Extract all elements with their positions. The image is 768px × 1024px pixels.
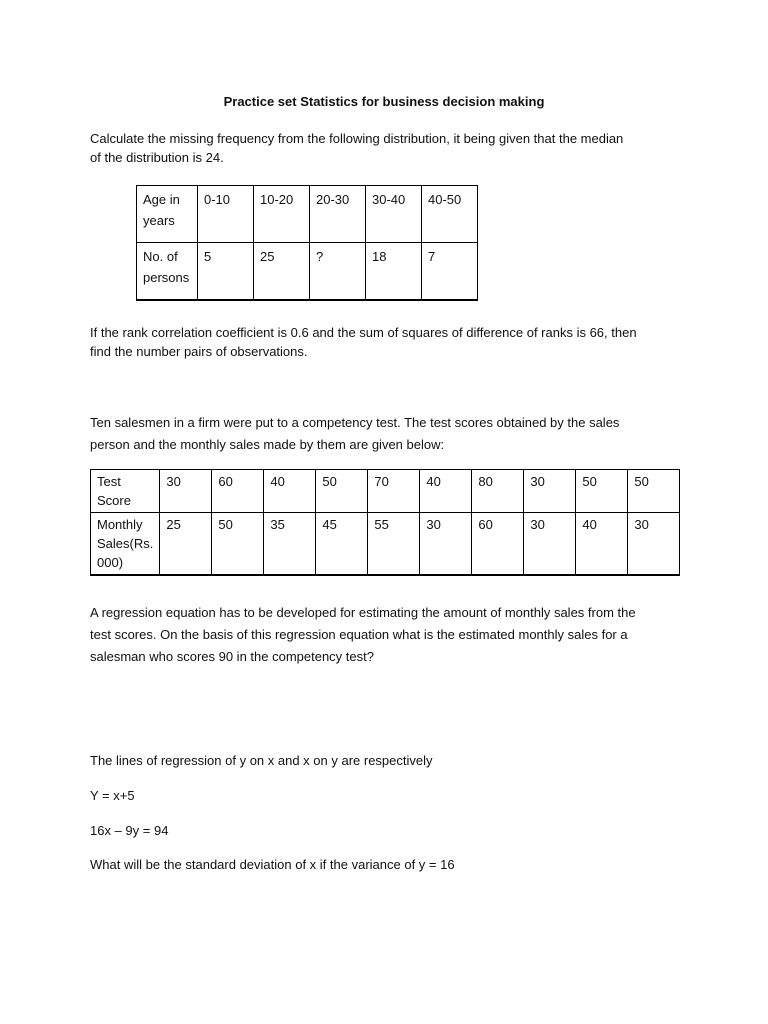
table-cell: ?: [310, 243, 366, 301]
table-cell: Test Score: [91, 470, 160, 513]
table-cell: 55: [368, 513, 420, 576]
q3-followup-text: [90, 602, 690, 668]
table-cell: 50: [628, 470, 680, 513]
table-cell: 60: [472, 513, 524, 576]
age-distribution-table: [136, 185, 478, 301]
table-cell: 40: [420, 470, 472, 513]
q4-line1: The lines of regression of y on x and x on y are respectively: [90, 753, 433, 768]
q1-line2: of the distribution is 24.: [90, 150, 224, 165]
table-cell: 30: [524, 513, 576, 576]
table-cell: 25: [254, 243, 310, 301]
table-cell: 35: [264, 513, 316, 576]
table-cell: 18: [366, 243, 422, 301]
sales-table: [90, 469, 680, 576]
table-cell: 45: [316, 513, 368, 576]
q3-line2: person and the monthly sales made by them are given below:: [90, 437, 445, 452]
table-cell: 30: [628, 513, 680, 576]
q1-line1: Calculate the missing frequency from the following distribution, it being given that the median: [90, 131, 624, 146]
q3-line1: Ten salesmen in a firm were put to a competency test. The test scores obtained by the sales: [90, 415, 620, 430]
q2-line1: If the rank correlation coefficient is 0.6 and the sum of squares of difference of ranks is 66, then: [90, 325, 637, 340]
table-cell: 40: [576, 513, 628, 576]
table-row: [91, 470, 680, 513]
table-row: [91, 513, 680, 576]
table-cell: 40: [264, 470, 316, 513]
q4-equation1: Y = x+5: [90, 788, 135, 803]
q3-after-line2: test scores. On the basis of this regression equation what is the estimated monthly sales for a: [90, 627, 628, 642]
table-cell: 20-30: [310, 186, 366, 243]
table-cell: 50: [212, 513, 264, 576]
table-cell: 30: [524, 470, 576, 513]
table-cell: 25: [160, 513, 212, 576]
table-cell: No. of persons: [137, 243, 198, 301]
table-cell: 80: [472, 470, 524, 513]
table-row: [137, 243, 478, 301]
q4-equation2: 16x – 9y = 94: [90, 823, 169, 838]
q2-line2: find the number pairs of observations.: [90, 344, 308, 359]
table-cell: 5: [198, 243, 254, 301]
table-cell: Monthly Sales(Rs. 000): [91, 513, 160, 576]
table-cell: 50: [576, 470, 628, 513]
table-cell: 30: [160, 470, 212, 513]
table-row: [137, 186, 478, 243]
table-cell: 60: [212, 470, 264, 513]
q1-text: [90, 129, 690, 167]
table-cell: 0-10: [198, 186, 254, 243]
table-cell: 30: [420, 513, 472, 576]
q3-after-line1: A regression equation has to be developed for estimating the amount of monthly sales from the: [90, 605, 636, 620]
q3-after-line3: salesman who scores 90 in the competency test?: [90, 649, 374, 664]
table-cell: 40-50: [422, 186, 478, 243]
q3-text: [90, 412, 690, 456]
table-cell: 10-20: [254, 186, 310, 243]
table-cell: 7: [422, 243, 478, 301]
table-cell: 50: [316, 470, 368, 513]
page-title: Practice set Statistics for business decision making: [223, 94, 545, 109]
q2-text: [90, 323, 690, 361]
table-cell: 30-40: [366, 186, 422, 243]
table-cell: 70: [368, 470, 420, 513]
q4-line2: What will be the standard deviation of x if the variance of y = 16: [90, 857, 455, 872]
table-cell: Age in years: [137, 186, 198, 243]
